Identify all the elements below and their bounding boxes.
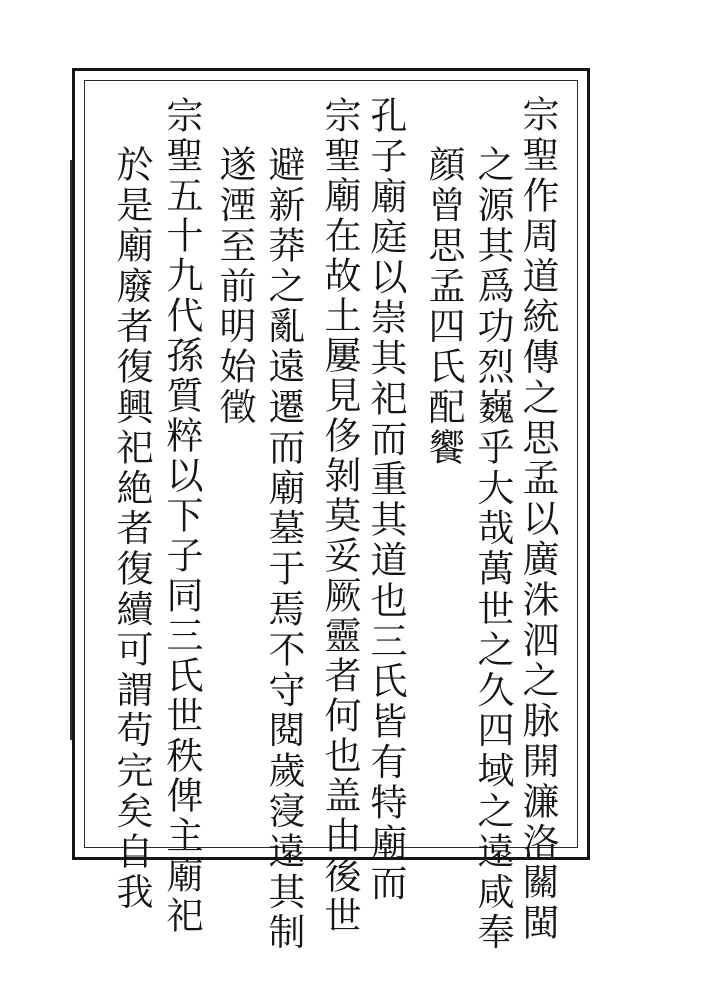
text-column-5: 宗聖廟在故土屢見侈剝莫妥厥靈者何也盖由後世 <box>318 96 361 936</box>
text-column-1: 宗聖作周道統傳之思孟以廣洙泗之脉開濂洛關閩 <box>516 95 559 944</box>
text-column-4: 孔子廟庭以崇其祀而重其道也三氏皆有特廟而 <box>364 96 407 904</box>
text-column-8: 宗聖五十九代孫質粹以下子同三氏世秩俾主廟祀 <box>160 96 203 936</box>
text-column-2: 之源其爲功烈巍乎大哉萬世之久四域之遠咸奉 <box>471 145 514 953</box>
text-column-9: 於是廟廢者復興祀絶者復續可謂苟完矣自我 <box>110 145 153 913</box>
text-column-6: 避新莽之亂遠遷而廟墓于焉不守閱歲寖遠其制 <box>262 145 305 953</box>
text-column-7: 遂湮至前明始徵 <box>213 145 256 428</box>
text-column-3: 顔曾思孟四氏配饗 <box>422 145 465 469</box>
